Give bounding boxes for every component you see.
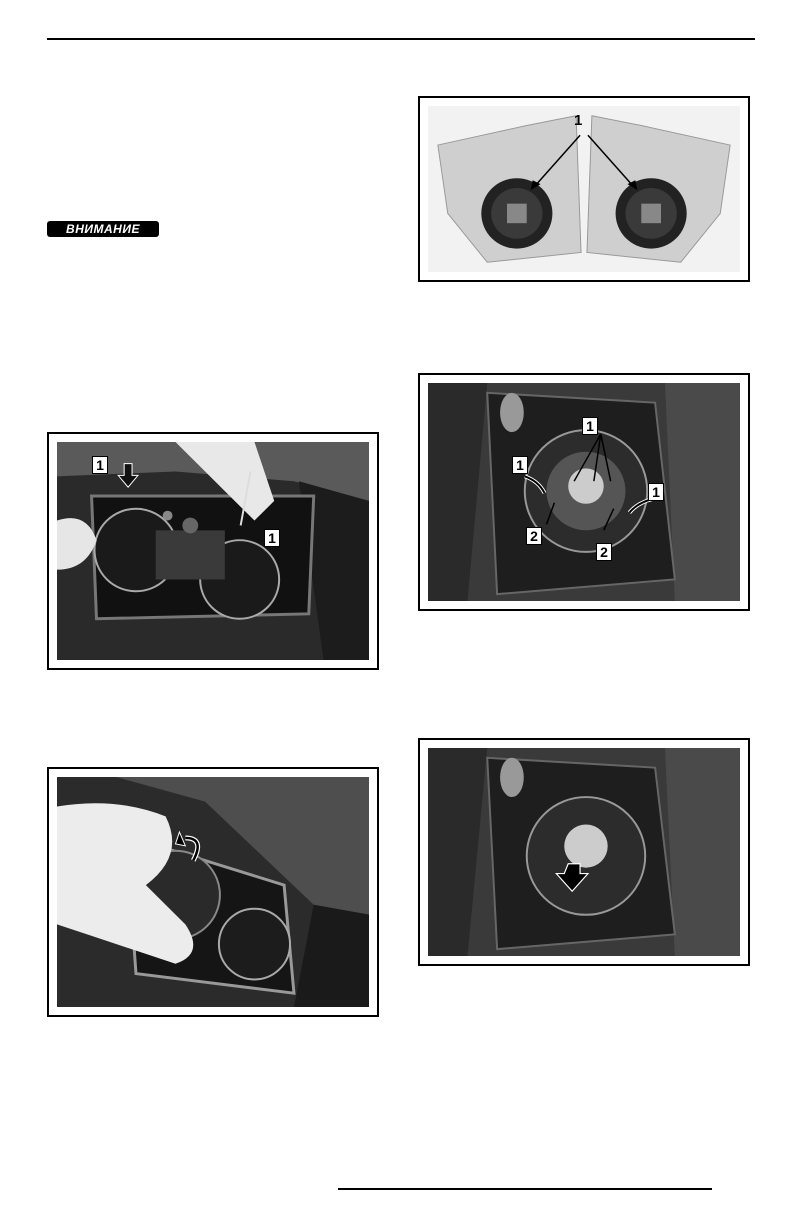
photo-bulb-retaining-clips	[428, 383, 740, 601]
figure-bulb-retaining-clips	[418, 373, 750, 611]
warning-badge: ВНИМАНИЕ	[47, 221, 159, 237]
top-rule	[47, 38, 755, 40]
photo-instrument-cluster-rotate	[57, 777, 369, 1007]
bottom-rule	[338, 1188, 712, 1190]
photo-bulb-removal	[428, 748, 740, 956]
callout-1-right: 1	[264, 529, 280, 547]
figure-instrument-cluster-rotate	[47, 767, 379, 1017]
figure-instrument-cluster-release	[47, 432, 379, 670]
callout-1: 1	[574, 112, 583, 129]
callout-1-left: 1	[92, 456, 108, 474]
photo-instrument-cluster-release	[57, 442, 369, 660]
callout-1-left: 1	[512, 456, 528, 474]
figure-headlight-housings	[418, 96, 750, 282]
callout-1-top: 1	[582, 417, 598, 435]
figure-bulb-removal	[418, 738, 750, 966]
photo-headlight-housings	[428, 106, 740, 272]
callout-1-right: 1	[648, 483, 664, 501]
callout-2-right: 2	[596, 543, 612, 561]
callout-2-left: 2	[526, 527, 542, 545]
